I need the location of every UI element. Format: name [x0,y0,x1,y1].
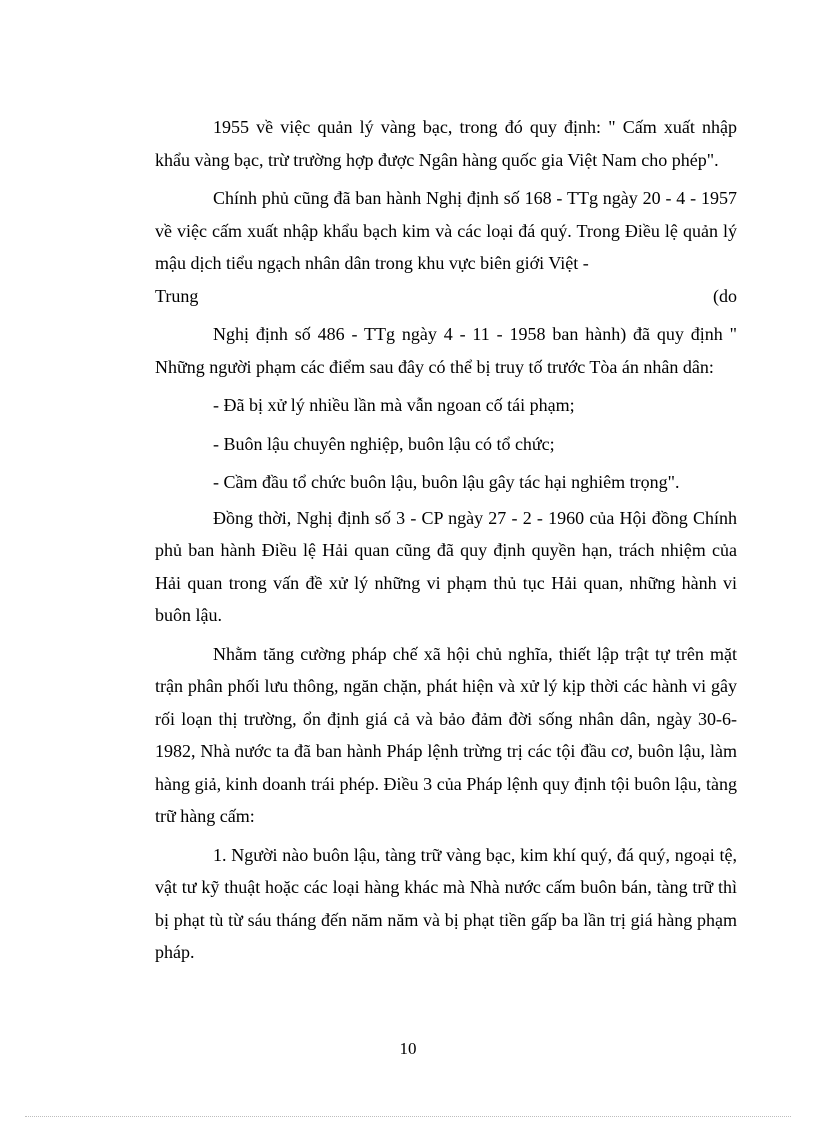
page-number: 10 [399,1039,417,1058]
body-text [155,111,737,969]
paragraph-ordinance-1982: Nhằm tăng cường pháp chế xã hội chủ nghĩa, thiết lập trật tự trên mặt trận phân phối lưu thông, ngăn chặn, phát hiện và xử lý kịp thời các hành vi gây rối loạn thị trường, ổn định giá cả và bảo đảm đời sống nhân dân, ngày 30-6-1982, Nhà nước ta đã ban hành Pháp lệnh trừng trị các tội đầu cơ, buôn lậu, làm hàng giả, kinh doanh trái phép. Điều 3 của Pháp lệnh quy định tội buôn lậu, tàng trữ hàng cấm: [155,643,737,826]
split-line-right: (do [713,285,737,306]
paragraph-gold-management: 1955 về việc quản lý vàng bạc, trong đó quy định: " Cấm xuất nhập khẩu vàng bạc, trừ trường hợp được Ngân hàng quốc gia Việt Nam cho phép". [155,117,737,170]
paragraph-decree-486: Nghị định số 486 - TTg ngày 4 - 11 - 1958 ban hành) đã quy định " Những người phạm các điểm sau đây có thể bị truy tố trước Tòa án nhân dân: [155,324,737,377]
paragraph-decree-3-cp: Đồng thời, Nghị định số 3 - CP ngày 27 - 2 - 1960 của Hội đồng Chính phủ ban hành Điều lệ Hải quan cũng đã quy định quyền hạn, trách nhiệm của Hải quan trong vấn đề xử lý những vi phạm thủ tục Hải quan, những hành vi buôn lậu. [155,507,737,625]
paragraph-decree-168: Chính phủ cũng đã ban hành Nghị định số 168 - TTg ngày 20 - 4 - 1957 về việc cấm xuất nhập khẩu bạch kim và các loại đá quý. Trong Điều lệ quản lý mậu dịch tiểu ngạch nhân dân trong khu vực biên giới Việt - [155,188,737,273]
bullet-item: - Buôn lậu chuyên nghiệp, buôn lậu có tổ chức; [213,433,555,454]
paragraph-article-3-clause-1: 1. Người nào buôn lậu, tàng trữ vàng bạc, kim khí quý, đá quý, ngoại tệ, vật tư kỹ thuật hoặc các loại hàng khác mà Nhà nước cấm buôn bán, tàng trữ thì bị phạt tù từ sáu tháng đến năm năm và bị phạt tiền gấp ba lần trị giá hàng phạm pháp. [155,844,737,962]
bullet-item: - Đã bị xử lý nhiều lần mà vẫn ngoan cố tái phạm; [213,395,575,415]
footer-divider [25,1116,791,1117]
split-line [155,280,737,313]
bullet-item: - Cầm đầu tổ chức buôn lậu, buôn lậu gây tác hại nghiêm trọng". [213,472,680,492]
split-line-left: Trung [155,285,199,306]
